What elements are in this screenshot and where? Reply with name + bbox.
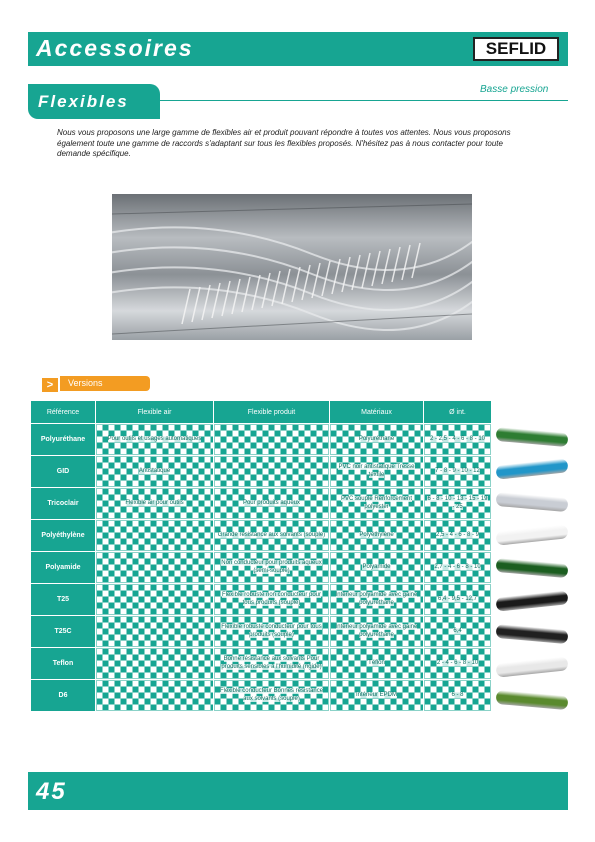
- teflon-hose-image: [495, 656, 568, 677]
- header-flexible-produit: Flexible produit: [214, 401, 330, 424]
- polyurethane-hose-image: [496, 427, 569, 447]
- row-diameter: 2,5 - 4 - 6 - 8 - 9: [424, 520, 492, 552]
- row-diameter: 6,4: [424, 616, 492, 648]
- versions-label: Versions: [60, 376, 150, 391]
- row-materiaux: Intérieur polyamide avec gaine polyuréthane: [330, 584, 424, 616]
- row-flexible-produit: [214, 456, 330, 488]
- row-flexible-air: [96, 648, 214, 680]
- row-flexible-air: [96, 584, 214, 616]
- row-materiaux: Polyamide: [330, 552, 424, 584]
- row-flexible-produit: Grande résistance aux solvants (souple): [214, 520, 330, 552]
- row-flexible-produit: Non conducteur pour produits aqueux (semi-souple): [214, 552, 330, 584]
- table-row: [31, 424, 492, 456]
- header-flexible-air: Flexible air: [96, 401, 214, 424]
- table-row: [31, 584, 492, 616]
- table-row: [31, 616, 492, 648]
- row-reference: Polyuréthane: [31, 424, 96, 456]
- row-diameter: 2 - 4 - 6 - 8 - 10: [424, 648, 492, 680]
- row-diameter: 2 - 2,5 - 4 - 6 - 8 - 10: [424, 424, 492, 456]
- table-row: [31, 456, 492, 488]
- row-diameter: 7 - 8 - 9 - 10 - 12: [424, 456, 492, 488]
- row-materiaux: PVC noir antistatique Tresse textile: [330, 456, 424, 488]
- row-diameter: 6 - 8 - 10 - 13 - 15 - 19 - 25: [424, 488, 492, 520]
- section-title: Flexibles: [38, 92, 129, 111]
- gid-hose-image: [495, 458, 568, 479]
- table-row: [31, 680, 492, 712]
- t25-hose-image: [495, 590, 568, 611]
- intro-paragraph: Nous vous proposons une large gamme de flexibles air et produit pouvant répondre à toutes vos attentes. Nous vous proposons également toute une gamme de raccords s'adaptant sur tous les flexibles proposés. N'hésitez pas à nous contacter pour toute demande spécifique.: [57, 128, 511, 158]
- header-materiaux: Matériaux: [330, 401, 424, 424]
- row-flexible-air: [96, 552, 214, 584]
- page-title: Accessoires: [36, 35, 194, 61]
- row-diameter: 6,4 - 9,5 - 12,7: [424, 584, 492, 616]
- row-reference: Tricoclair: [31, 488, 96, 520]
- hoses-photo-graphic: [112, 194, 472, 340]
- row-reference: Polyéthylène: [31, 520, 96, 552]
- polyethylene-hose-image: [495, 524, 568, 545]
- row-flexible-produit: Flexible robuste non conducteur pour tous produits (souple): [214, 584, 330, 616]
- section-divider: [160, 100, 568, 101]
- row-flexible-air: Pour outils et usages automatiques: [96, 424, 214, 456]
- versions-arrow-icon: >: [42, 378, 58, 392]
- brand-logo: SEFLID: [473, 37, 559, 61]
- row-reference: D6: [31, 680, 96, 712]
- tricoclair-hose-image: [496, 492, 569, 512]
- flexibles-table: [30, 400, 492, 712]
- table-row: [31, 520, 492, 552]
- row-flexible-air: [96, 520, 214, 552]
- polyamide-hose-image: [496, 558, 569, 578]
- row-reference: Polyamide: [31, 552, 96, 584]
- table-row: [31, 552, 492, 584]
- hoses-photo: [112, 194, 472, 340]
- header-diameter: Ø int.: [424, 401, 492, 424]
- table-header-row: [31, 401, 492, 424]
- footer-bar: [28, 772, 568, 810]
- d6-hose-image: [496, 690, 569, 710]
- row-materiaux: Téflon: [330, 648, 424, 680]
- row-reference: Teflon: [31, 648, 96, 680]
- row-diameter: 2,7 - 4 - 6 - 8 - 10: [424, 552, 492, 584]
- header-reference: Référence: [31, 401, 96, 424]
- t25c-hose-image: [496, 624, 569, 644]
- row-flexible-air: Flexible air pour outils: [96, 488, 214, 520]
- row-materiaux: Polyuréthane: [330, 424, 424, 456]
- row-flexible-air: [96, 616, 214, 648]
- row-reference: T25: [31, 584, 96, 616]
- row-flexible-produit: Bonne résistance aux solvants Pour produits sensibles à l'humidité (rigide): [214, 648, 330, 680]
- row-materiaux: Intérieur EPDM: [330, 680, 424, 712]
- table-row: [31, 488, 492, 520]
- row-flexible-produit: Flexible conducteur Bonnes résistance aux solvants (souple): [214, 680, 330, 712]
- row-materiaux: Intérieur polyamide avec gaine polyuréthane: [330, 616, 424, 648]
- row-reference: T25C: [31, 616, 96, 648]
- row-materiaux: Polyéthylène: [330, 520, 424, 552]
- row-diameter: 6 - 8: [424, 680, 492, 712]
- row-reference: GID: [31, 456, 96, 488]
- row-flexible-air: [96, 680, 214, 712]
- pressure-label: Basse pression: [480, 84, 549, 95]
- row-materiaux: PVC souple Renforcement polyester: [330, 488, 424, 520]
- row-flexible-produit: Flexible robuste conducteur pour tous produits (souple): [214, 616, 330, 648]
- row-flexible-produit: [214, 424, 330, 456]
- row-flexible-produit: Pour produits aqueux: [214, 488, 330, 520]
- table-row: [31, 648, 492, 680]
- page-number: 45: [36, 778, 67, 805]
- row-flexible-air: Antistatique: [96, 456, 214, 488]
